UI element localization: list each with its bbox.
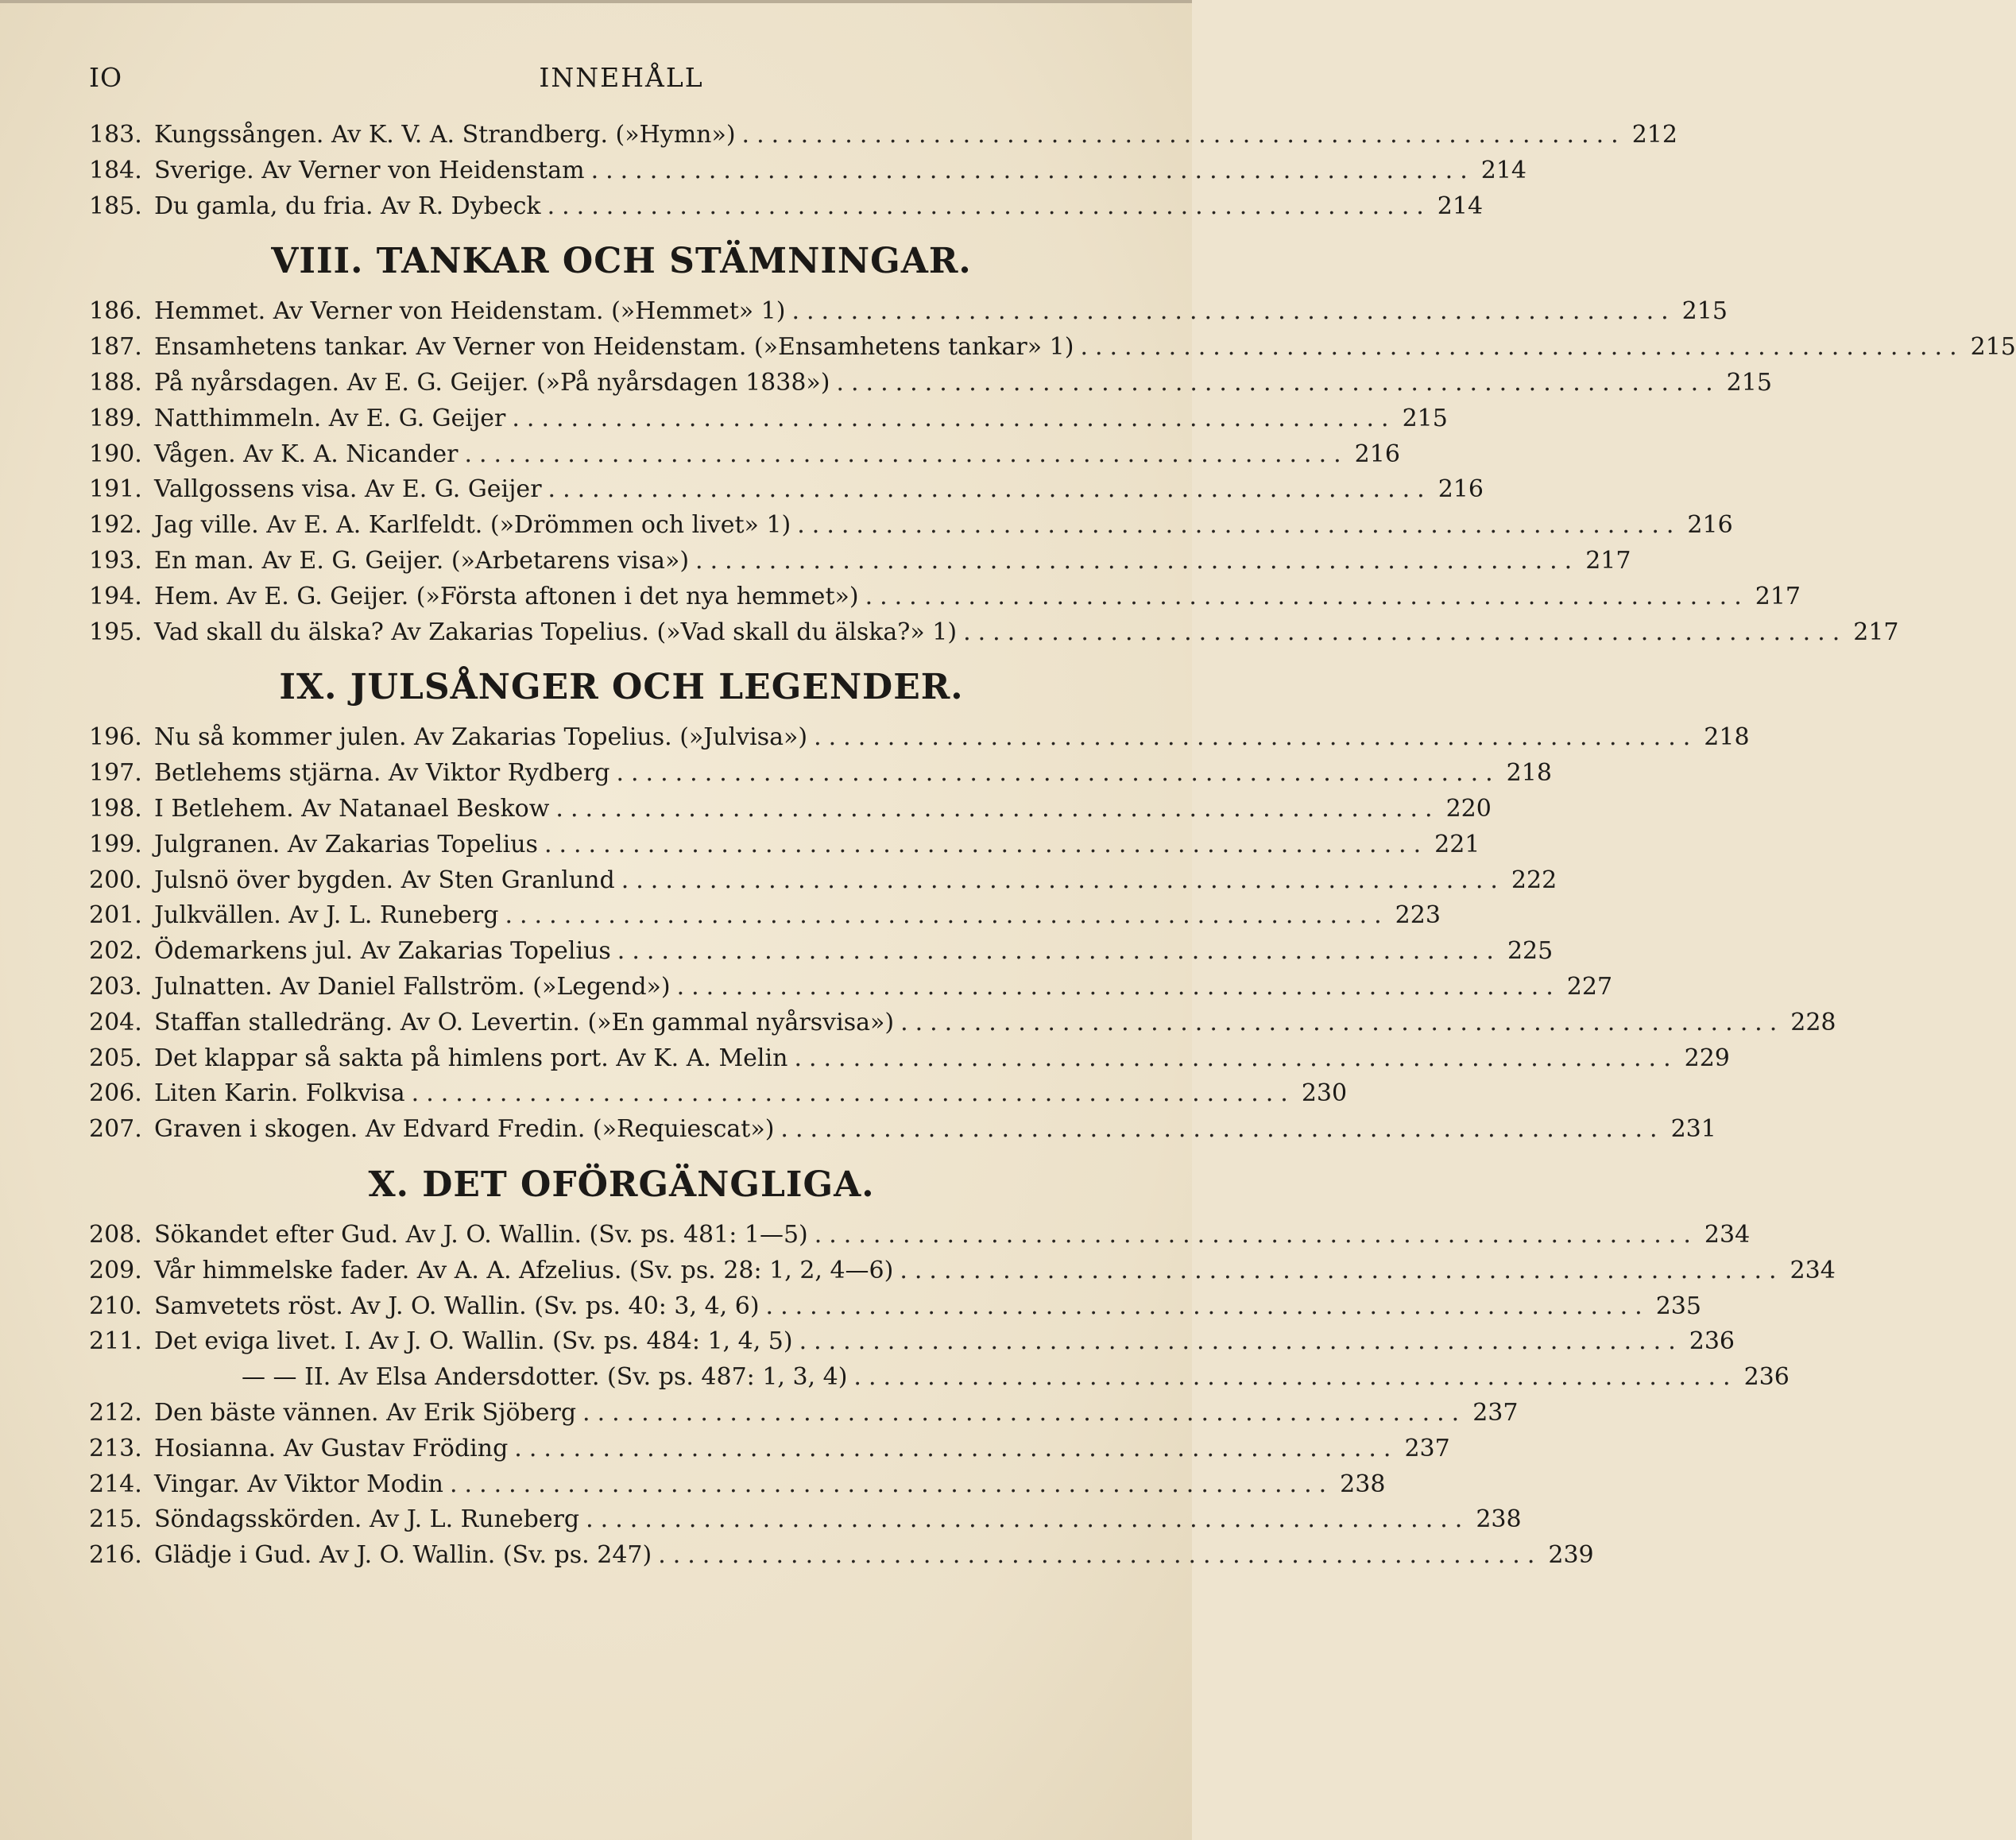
- toc-entry: [89, 1502, 1522, 1538]
- toc-entry: [89, 508, 1733, 544]
- entry-title: Hemmet. Av Verner von Heidenstam. (»Hemmet» 1): [154, 297, 786, 326]
- dot-leader: ............................................................: [900, 1256, 1784, 1284]
- entry-page-number: 217: [1853, 618, 1899, 646]
- entry-title: Du gamla, du fria. Av R. Dybeck: [154, 192, 541, 220]
- dot-leader: ............................................................: [1080, 333, 1964, 362]
- toc-section: [89, 667, 1836, 1148]
- toc-entry: [89, 1360, 1790, 1396]
- entry-number: 211.: [89, 1327, 142, 1356]
- toc-entry: [89, 756, 1552, 792]
- entry-title: En man. Av E. G. Geijer. (»Arbetarens visa»): [154, 546, 690, 575]
- dot-leader: ............................................................: [616, 759, 1500, 788]
- toc-entry: [89, 437, 1400, 473]
- entry-number: 207.: [89, 1115, 142, 1144]
- entry-page-number: 225: [1507, 937, 1554, 966]
- entry-number: 206.: [89, 1079, 142, 1108]
- dot-leader: ............................................................: [586, 1505, 1470, 1534]
- toc-entry: [89, 579, 1801, 615]
- entry-number: 194.: [89, 582, 142, 610]
- entry-title: Det eviga livet. I. Av J. O. Wallin. (Sv. ps. 484: 1, 4, 5): [154, 1327, 793, 1356]
- entry-page-number: 212: [1631, 121, 1677, 149]
- entry-title: Vår himmelske fader. Av A. A. Afzelius. (Sv. ps. 28: 1, 2, 4—6): [154, 1256, 894, 1284]
- top-edge-rule: [0, 0, 1192, 3]
- dot-leader: ............................................................: [590, 156, 1475, 184]
- dot-leader: ............................................................: [411, 1079, 1295, 1108]
- entry-page-number: 216: [1354, 440, 1400, 468]
- entry-page-number: 214: [1480, 156, 1527, 184]
- dot-leader: ............................................................: [450, 1470, 1334, 1498]
- toc-section: [89, 241, 2016, 650]
- entry-number: 199.: [89, 830, 142, 858]
- dot-leader: ............................................................: [695, 546, 1580, 575]
- dot-leader: ............................................................: [548, 475, 1432, 504]
- section-heading: IX. JULSÅNGER OCH LEGENDER.: [279, 667, 964, 708]
- dot-leader: ............................................................: [547, 192, 1431, 220]
- entry-title: Vad skall du älska? Av Zakarias Topelius. (»Vad skall du älska?» 1): [154, 618, 958, 646]
- entry-title: Hosianna. Av Gustav Fröding: [154, 1434, 509, 1462]
- entry-number: 202.: [89, 937, 142, 966]
- page-number: IO: [89, 62, 123, 93]
- toc-entry: [89, 898, 1441, 934]
- section-heading: VIII. TANKAR OCH STÄMNINGAR.: [271, 241, 972, 282]
- entry-title: Staffan stalledräng. Av O. Levertin. (»En gammal nyårsvisa»): [154, 1008, 895, 1036]
- entry-title: Julgranen. Av Zakarias Topelius: [154, 830, 538, 858]
- entry-page-number: 215: [1402, 404, 1448, 432]
- toc-entry: [89, 330, 2016, 366]
- entry-number: 209.: [89, 1256, 142, 1284]
- entry-page-number: 218: [1704, 723, 1750, 752]
- entry-page-number: 234: [1704, 1220, 1751, 1249]
- entry-page-number: 236: [1689, 1327, 1735, 1356]
- dot-leader: ............................................................: [582, 1398, 1467, 1427]
- dot-leader: ............................................................: [963, 618, 1848, 646]
- entry-number: 198.: [89, 794, 142, 823]
- dot-leader: ............................................................: [814, 1220, 1698, 1249]
- entry-page-number: 223: [1395, 901, 1441, 930]
- entry-page-number: 214: [1437, 192, 1484, 220]
- dot-leader: ............................................................: [676, 972, 1561, 1001]
- toc-entry: [89, 1041, 1730, 1077]
- entry-page-number: 239: [1548, 1541, 1594, 1570]
- toc-section: [89, 118, 1677, 224]
- entry-title: Julsnö över bygden. Av Sten Granlund: [154, 866, 615, 894]
- entry-number: 208.: [89, 1220, 142, 1249]
- toc-entry: [89, 1431, 1450, 1467]
- entry-title: Hem. Av E. G. Geijer. (»Första aftonen i det nya hemmet»): [154, 582, 859, 610]
- toc-entry: [89, 294, 1728, 330]
- dot-leader: ............................................................: [512, 404, 1396, 432]
- dot-leader: ............................................................: [765, 1292, 1650, 1320]
- entry-page-number: 215: [1726, 368, 1772, 397]
- dot-leader: ............................................................: [741, 121, 1626, 149]
- entry-page-number: 218: [1506, 759, 1552, 788]
- dot-leader: ............................................................: [617, 937, 1501, 966]
- toc-entry: [89, 189, 1484, 225]
- entry-number: 201.: [89, 901, 142, 930]
- toc-entry: [89, 827, 1480, 863]
- entry-number: 185.: [89, 192, 142, 220]
- toc-entry: [89, 153, 1527, 189]
- table-of-contents: [89, 118, 2016, 1591]
- toc-section: [89, 1164, 1836, 1574]
- dot-leader: ............................................................: [836, 368, 1720, 397]
- entry-title: Nu så kommer julen. Av Zakarias Topelius. (»Julvisa»): [154, 723, 808, 752]
- entry-title: Sökandet efter Gud. Av J. O. Wallin. (Sv. ps. 481: 1—5): [154, 1220, 808, 1249]
- entry-title: Liten Karin. Folkvisa: [154, 1079, 405, 1108]
- dot-leader: ............................................................: [865, 582, 1749, 610]
- entry-title: Sverige. Av Verner von Heidenstam: [154, 156, 585, 184]
- entry-page-number: 220: [1445, 794, 1492, 823]
- toc-entry: [89, 720, 1750, 756]
- dot-leader: ............................................................: [658, 1541, 1542, 1570]
- entry-number: 210.: [89, 1292, 142, 1320]
- entry-page-number: 216: [1687, 511, 1733, 540]
- toc-entry: [89, 863, 1557, 899]
- toc-entry: [89, 544, 1631, 579]
- entry-number: 216.: [89, 1541, 142, 1570]
- entry-title: Den bäste vännen. Av Erik Sjöberg: [154, 1398, 577, 1427]
- entry-title: Vingar. Av Viktor Modin: [154, 1470, 443, 1498]
- entry-page-number: 228: [1790, 1008, 1836, 1036]
- entry-title: Natthimmeln. Av E. G. Geijer: [154, 404, 506, 432]
- entry-number: 186.: [89, 297, 142, 326]
- entry-number: 192.: [89, 511, 142, 540]
- entry-title: Vågen. Av K. A. Nicander: [154, 440, 459, 468]
- running-title: INNEHÅLL: [539, 62, 704, 93]
- entry-page-number: 216: [1438, 475, 1484, 504]
- entry-page-number: 237: [1404, 1434, 1450, 1462]
- toc-entry: [89, 970, 1613, 1005]
- section-heading: X. DET OFÖRGÄNGLIGA.: [368, 1164, 875, 1205]
- entry-page-number: 238: [1476, 1505, 1522, 1534]
- dot-leader: ............................................................: [799, 1327, 1683, 1356]
- entry-title: — — II. Av Elsa Andersdotter. (Sv. ps. 487: 1, 3, 4): [242, 1363, 848, 1392]
- entry-page-number: 238: [1340, 1470, 1386, 1498]
- toc-entry: [89, 1289, 1701, 1325]
- entry-number: 214.: [89, 1470, 142, 1498]
- entry-title: Julnatten. Av Daniel Fallström. (»Legend»): [154, 972, 671, 1001]
- entry-number: 189.: [89, 404, 142, 432]
- entry-page-number: 231: [1670, 1115, 1716, 1144]
- toc-entry: [89, 118, 1677, 153]
- toc-entry: [89, 1005, 1836, 1041]
- entry-number: 191.: [89, 475, 142, 504]
- toc-entry: [89, 1538, 1594, 1574]
- toc-entry: [89, 1112, 1716, 1148]
- entry-number: 183.: [89, 121, 142, 149]
- entry-number: 190.: [89, 440, 142, 468]
- entry-number: 203.: [89, 972, 142, 1001]
- entry-number: 187.: [89, 333, 142, 362]
- entry-title: Ödemarkens jul. Av Zakarias Topelius: [154, 937, 611, 966]
- entry-number: 215.: [89, 1505, 142, 1534]
- entry-number: 213.: [89, 1434, 142, 1462]
- entry-number: 193.: [89, 546, 142, 575]
- entry-number: 204.: [89, 1008, 142, 1036]
- toc-entry: [89, 934, 1554, 970]
- dot-leader: ............................................................: [544, 830, 1429, 858]
- entry-number: 195.: [89, 618, 142, 646]
- toc-entry: [89, 1467, 1386, 1503]
- entry-title: Det klappar så sakta på himlens port. Av K. A. Melin: [154, 1044, 788, 1072]
- toc-entry: [89, 1324, 1735, 1360]
- entry-page-number: 235: [1655, 1292, 1701, 1320]
- entry-page-number: 221: [1434, 830, 1480, 858]
- entry-page-number: 229: [1684, 1044, 1730, 1072]
- entry-number: 184.: [89, 156, 142, 184]
- dot-leader: ............................................................: [780, 1115, 1665, 1144]
- entry-page-number: 230: [1301, 1079, 1348, 1108]
- dot-leader: ............................................................: [814, 723, 1698, 752]
- entry-number: 196.: [89, 723, 142, 752]
- entry-number: 188.: [89, 368, 142, 397]
- toc-entry: [89, 1076, 1348, 1112]
- entry-page-number: 217: [1585, 546, 1631, 575]
- entry-title: Glädje i Gud. Av J. O. Wallin. (Sv. ps. 247): [154, 1541, 652, 1570]
- dot-leader: ............................................................: [797, 511, 1681, 540]
- entry-number: 200.: [89, 866, 142, 894]
- entry-title: Ensamhetens tankar. Av Verner von Heidenstam. (»Ensamhetens tankar» 1): [154, 333, 1074, 362]
- entry-page-number: 215: [1681, 297, 1728, 326]
- dot-leader: ............................................................: [621, 866, 1505, 894]
- toc-entry: [89, 792, 1492, 827]
- entry-title: Vallgossens visa. Av E. G. Geijer: [154, 475, 542, 504]
- page-header: [89, 62, 1154, 94]
- entry-page-number: 236: [1743, 1363, 1790, 1392]
- toc-entry: [89, 1253, 1836, 1289]
- entry-page-number: 217: [1755, 582, 1801, 610]
- dot-leader: ............................................................: [555, 794, 1440, 823]
- entry-title: Söndagsskörden. Av J. L. Runeberg: [154, 1505, 580, 1534]
- entry-page-number: 237: [1472, 1398, 1519, 1427]
- toc-entry: [89, 366, 1772, 401]
- toc-entry: [89, 401, 1448, 437]
- entry-number: 197.: [89, 759, 142, 788]
- dot-leader: ............................................................: [791, 297, 1676, 326]
- entry-page-number: 222: [1511, 866, 1557, 894]
- entry-title: På nyårsdagen. Av E. G. Geijer. (»På nyårsdagen 1838»): [154, 368, 830, 397]
- dot-leader: ............................................................: [853, 1363, 1738, 1392]
- toc-entry: [89, 615, 1899, 651]
- dot-leader: ............................................................: [505, 901, 1389, 930]
- entry-title: Samvetets röst. Av J. O. Wallin. (Sv. ps. 40: 3, 4, 6): [154, 1292, 760, 1320]
- entry-page-number: 215: [1970, 333, 2016, 362]
- dot-leader: ............................................................: [900, 1008, 1785, 1036]
- entry-title: Julkvällen. Av J. L. Runeberg: [154, 901, 499, 930]
- entry-title: Graven i skogen. Av Edvard Fredin. (»Requiescat»): [154, 1115, 775, 1144]
- entry-title: Jag ville. Av E. A. Karlfeldt. (»Drömmen och livet» 1): [154, 511, 791, 540]
- entry-title: I Betlehem. Av Natanael Beskow: [154, 794, 550, 823]
- dot-leader: ............................................................: [794, 1044, 1678, 1072]
- dot-leader: ............................................................: [464, 440, 1349, 468]
- entry-title: Kungssången. Av K. V. A. Strandberg. (»Hymn»): [154, 121, 736, 149]
- entry-page-number: 234: [1790, 1256, 1836, 1284]
- toc-entry: [89, 1396, 1519, 1431]
- entry-number: 212.: [89, 1398, 142, 1427]
- dot-leader: ............................................................: [514, 1434, 1399, 1462]
- entry-title: Betlehems stjärna. Av Viktor Rydberg: [154, 759, 610, 788]
- entry-number: 205.: [89, 1044, 142, 1072]
- toc-entry: [89, 1218, 1751, 1253]
- entry-page-number: 227: [1566, 972, 1613, 1001]
- toc-entry: [89, 472, 1484, 508]
